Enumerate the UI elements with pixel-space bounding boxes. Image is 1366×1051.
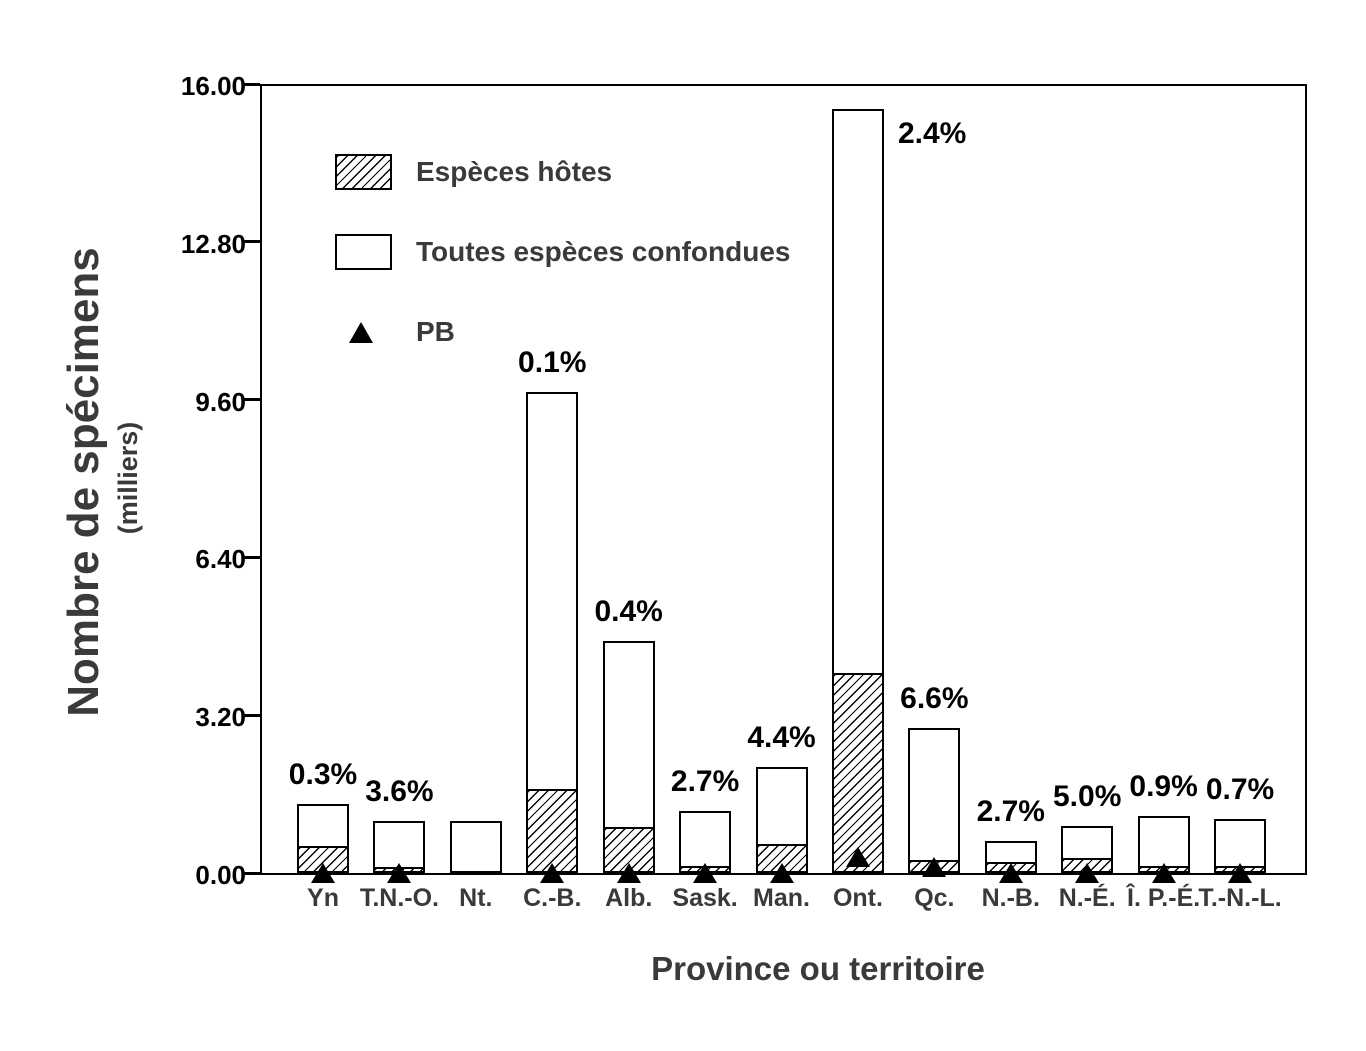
pb-marker-icon — [693, 863, 717, 883]
x-tick-label: Ont. — [832, 884, 883, 912]
pb-marker-icon — [922, 857, 946, 877]
pb-marker-icon — [999, 863, 1023, 883]
pb-marker-icon — [1152, 863, 1176, 883]
y-tick-label: 3.20 — [195, 702, 246, 733]
y-tick-mark — [244, 83, 260, 86]
x-axis-title: Province ou territoire — [651, 950, 985, 987]
y-tick-mark — [244, 240, 260, 243]
y-tick-label: 9.60 — [195, 386, 246, 417]
legend-label-pb: PB — [416, 316, 455, 347]
pb-marker-icon — [770, 863, 794, 883]
pb-marker-icon — [1228, 863, 1252, 883]
bar-percentage-label: 5.0% — [1052, 780, 1122, 813]
bar-especes-hotes — [526, 789, 578, 873]
x-tick-label: Yn — [307, 884, 339, 912]
y-axis-subtitle: (milliers) — [113, 421, 143, 535]
y-axis-title: Nombre de spécimens — [59, 247, 108, 717]
bar-percentage-label: 0.3% — [288, 758, 358, 791]
bar-percentage-label: 4.4% — [747, 721, 816, 754]
bar-percentage-label: 0.7% — [1205, 773, 1275, 806]
x-tick-label: Alb. — [605, 884, 653, 912]
legend-triangle-pb-icon — [349, 322, 373, 343]
y-tick-label: 0.00 — [195, 860, 246, 890]
bar-percentage-label: 0.1% — [518, 346, 587, 379]
y-tick-label: 6.40 — [195, 544, 246, 575]
legend-label-toutes-especes: Toutes espèces confondues — [416, 236, 791, 267]
bar-percentage-label: 2.4% — [897, 117, 967, 150]
bar-percentage-label: 2.7% — [976, 795, 1045, 828]
x-tick-label: Nt. — [459, 884, 493, 912]
plot-area — [260, 84, 1307, 875]
bar-percentage-label: 3.6% — [365, 775, 434, 808]
x-tick-label: Qc. — [914, 884, 955, 912]
bar-percentage-label: 0.4% — [594, 595, 663, 628]
x-tick-label: N.-É. — [1058, 884, 1116, 912]
legend-swatch-especes-hotes — [335, 154, 392, 190]
x-tick-label: Sask. — [672, 884, 738, 912]
x-tick-label: Î. P.-É. — [1127, 884, 1201, 912]
x-tick-label: Man. — [753, 884, 810, 912]
y-tick-mark — [244, 556, 260, 559]
x-tick-label: N.-B. — [981, 884, 1040, 912]
y-tick-mark — [244, 714, 260, 717]
pb-marker-icon — [1075, 863, 1099, 883]
y-tick-label: 12.80 — [180, 228, 246, 259]
pb-marker-icon — [617, 863, 641, 883]
x-tick-label: T.N.-O. — [359, 884, 439, 912]
legend-label-especes-hotes: Espèces hôtes — [416, 156, 613, 187]
pb-marker-icon — [311, 863, 335, 883]
x-tick-label: T.-N.-L. — [1198, 884, 1282, 912]
pb-marker-icon — [846, 847, 870, 867]
pb-marker-icon — [387, 863, 411, 883]
y-tick-mark — [244, 398, 260, 401]
y-tick-label: 16.00 — [180, 71, 246, 101]
bar-percentage-label: 2.7% — [670, 765, 740, 798]
bar-percentage-label: 0.9% — [1129, 770, 1198, 803]
legend-swatch-toutes-especes — [335, 234, 392, 270]
y-tick-mark — [244, 872, 260, 875]
bar-percentage-label: 6.6% — [900, 682, 969, 715]
x-tick-label: C.-B. — [523, 884, 582, 912]
pb-marker-icon — [540, 863, 564, 883]
bar-total — [450, 821, 502, 873]
